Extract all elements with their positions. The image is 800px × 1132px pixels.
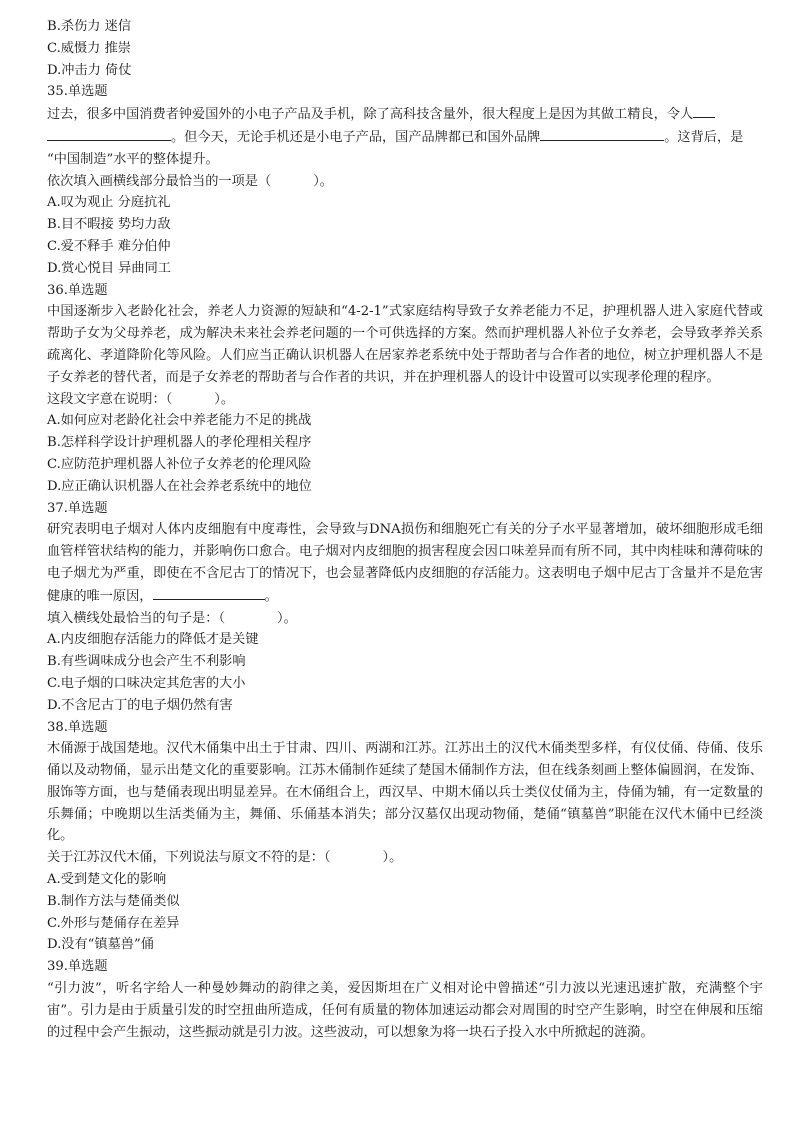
q37-option-d[interactable]: D.不含尼古丁的电子烟仍然有害 — [47, 697, 233, 713]
q35-option-c[interactable]: C.爱不释手 难分伯仲 — [47, 238, 171, 254]
q37-question-stem: 填入横线处最恰当的句子是：（ — [47, 610, 226, 626]
q37-option-b[interactable]: B.有些调味成分也会产生不利影响 — [47, 654, 246, 670]
q37-question-end: ）。 — [277, 610, 297, 626]
q38-option-b[interactable]: B.制作方法与楚俑类似 — [47, 893, 180, 909]
q39-header: 39.单选题 — [47, 959, 108, 975]
q36-question-stem: 这段文字意在说明：（ — [47, 391, 173, 407]
q35-header: 35.单选题 — [47, 84, 108, 100]
q38-header: 38.单选题 — [47, 719, 108, 735]
q35-blank-2 — [540, 126, 664, 141]
q36-option-c[interactable]: C.应防范护理机器人补位子女养老的伦理风险 — [47, 456, 312, 472]
q39-passage: “引力波”，听名字给人一种曼妙舞动的韵律之美，爱因斯坦在广义相对论中曾描述“引力波以光速迅速扩散，充满整个宇宙”。引力是由于质量引发的时空扭曲所造成，任何有质量的物体加速运动都会对周围的时空产生影响，时空在伸展和压缩的过程中会产生振动，这些振动就是引力波。这些波动，可以想象为将一块石子投入水中所掀起的涟漪。 — [47, 981, 763, 1040]
q36-option-a[interactable]: A.如何应对老龄化社会中养老能力不足的挑战 — [47, 413, 312, 429]
q35-question — [47, 171, 763, 193]
q34-option-d[interactable]: D.冲击力 倚仗 — [47, 62, 132, 78]
q36-question-end: ）。 — [214, 391, 235, 407]
q36-passage: 中国逐渐步入老龄化社会，养老人力资源的短缺和“4-2-1”式家庭结构导致子女养老能力不足，护理机器人进入家庭代替或帮助子女为父母养老，成为解决未来社会养老问题的一个可供选择的方案。然而护理机器人补位子女养老，会导致孝养关系疏离化、孝道降阶化等风险。人们应当正确认识机器人在居家养老系统中处于帮助者与合作者的地位，树立护理机器人不是子女养老的替代者，而是子女养老的帮助者与合作者的共识，并在护理机器人的设计中设置可以实现孝伦理的程序。 — [47, 304, 763, 385]
q35-passage-a: 过去，很多中国消费者钟爱国外的小电子产品及手机，除了高科技含量外，很大程度上是因为其做工精良，令人 — [47, 107, 694, 123]
q35-question-stem: 依次填入画横线部分最恰当的一项是（ — [47, 173, 272, 189]
q37-question — [47, 608, 763, 630]
q38-question — [47, 847, 763, 869]
exam-page — [47, 16, 763, 1043]
q38-option-a[interactable]: A.受到楚文化的影响 — [47, 872, 167, 888]
q36-option-b[interactable]: B.怎样科学设计护理机器人的孝伦理相关程序 — [47, 435, 312, 451]
q38-passage: 木俑源于战国楚地。汉代木俑集中出土于甘肃、四川、两湖和江苏。江苏出土的汉代木俑类型多样，有仪仗俑、侍俑、伎乐俑以及动物俑，显示出楚文化的重要影响。江苏木俑制作延续了楚国木俑制作方法，但在线条刻画上整体偏圆润，在发饰、服饰等方面，也与楚俑表现出明显差异。在木俑组合上，西汉早、中期木俑以兵士类仪仗俑为主，侍俑为辅，有一定数量的乐舞俑；中晚期以生活类俑为主，舞俑、乐俑基本消失；部分汉墓仅出现动物俑，楚俑“镇墓兽”职能在汉代木俑中已经淡化。 — [47, 741, 763, 844]
q35-passage-c: 。这背后，是 — [664, 129, 744, 145]
q36-header: 36.单选题 — [47, 282, 108, 298]
q35-question-end: ）。 — [313, 173, 333, 189]
q38-option-d[interactable]: D.没有“镇墓兽”俑 — [47, 937, 154, 953]
q35-option-b[interactable]: B.目不暇接 势均力敌 — [47, 217, 171, 233]
q35-passage-b: 。但今天，无论手机还是小电子产品，国产品牌都已和国外品牌 — [171, 129, 541, 145]
q36-option-d[interactable]: D.应正确认识机器人在社会养老系统中的地位 — [47, 478, 312, 494]
q35-option-d[interactable]: D.赏心悦目 异曲同工 — [47, 260, 171, 276]
q38-question-end: ）。 — [382, 850, 403, 866]
q37-blank — [153, 585, 265, 600]
q37-passage-end: 。 — [264, 588, 278, 604]
q34-option-b[interactable]: B.杀伤力 迷信 — [47, 19, 132, 34]
q37-header: 37.单选题 — [47, 500, 108, 516]
q37-option-c[interactable]: C.电子烟的口味决定其危害的大小 — [47, 675, 246, 691]
q35-option-a[interactable]: A.叹为观止 分庭抗礼 — [47, 195, 171, 211]
q38-option-c[interactable]: C.外形与楚俑存在差异 — [47, 915, 180, 931]
q34-option-c[interactable]: C.威慑力 推崇 — [47, 40, 131, 56]
q35-passage — [47, 103, 763, 170]
q35-blank-1b — [47, 126, 171, 141]
q35-passage-d: “中国制造”水平的整体提升。 — [47, 151, 219, 167]
q38-question-stem: 关于江苏汉代木俑，下列说法与原文不符的是：（ — [47, 850, 331, 866]
q37-passage-text: 研究表明电子烟对人体内皮细胞有中度毒性，会导致与DNA损伤和细胞死亡有关的分子水平显著增加，破坏细胞形成毛细血管样管状结构的能力，并影响伤口愈合。电子烟对内皮细胞的损害程度会因口味差异而有所不同，其中肉桂味和薄荷味的电子烟尤为严重，即使在不含尼古丁的情况下，也会显著降低内皮细胞的存活能力。这表明电子烟中尼古丁含量并不是危害健康的唯一原因， — [47, 522, 763, 604]
q35-blank-1a — [693, 103, 715, 118]
q36-question — [47, 389, 763, 411]
q37-option-a[interactable]: A.内皮细胞存活能力的降低才是关键 — [47, 632, 259, 648]
q37-passage — [47, 519, 763, 607]
